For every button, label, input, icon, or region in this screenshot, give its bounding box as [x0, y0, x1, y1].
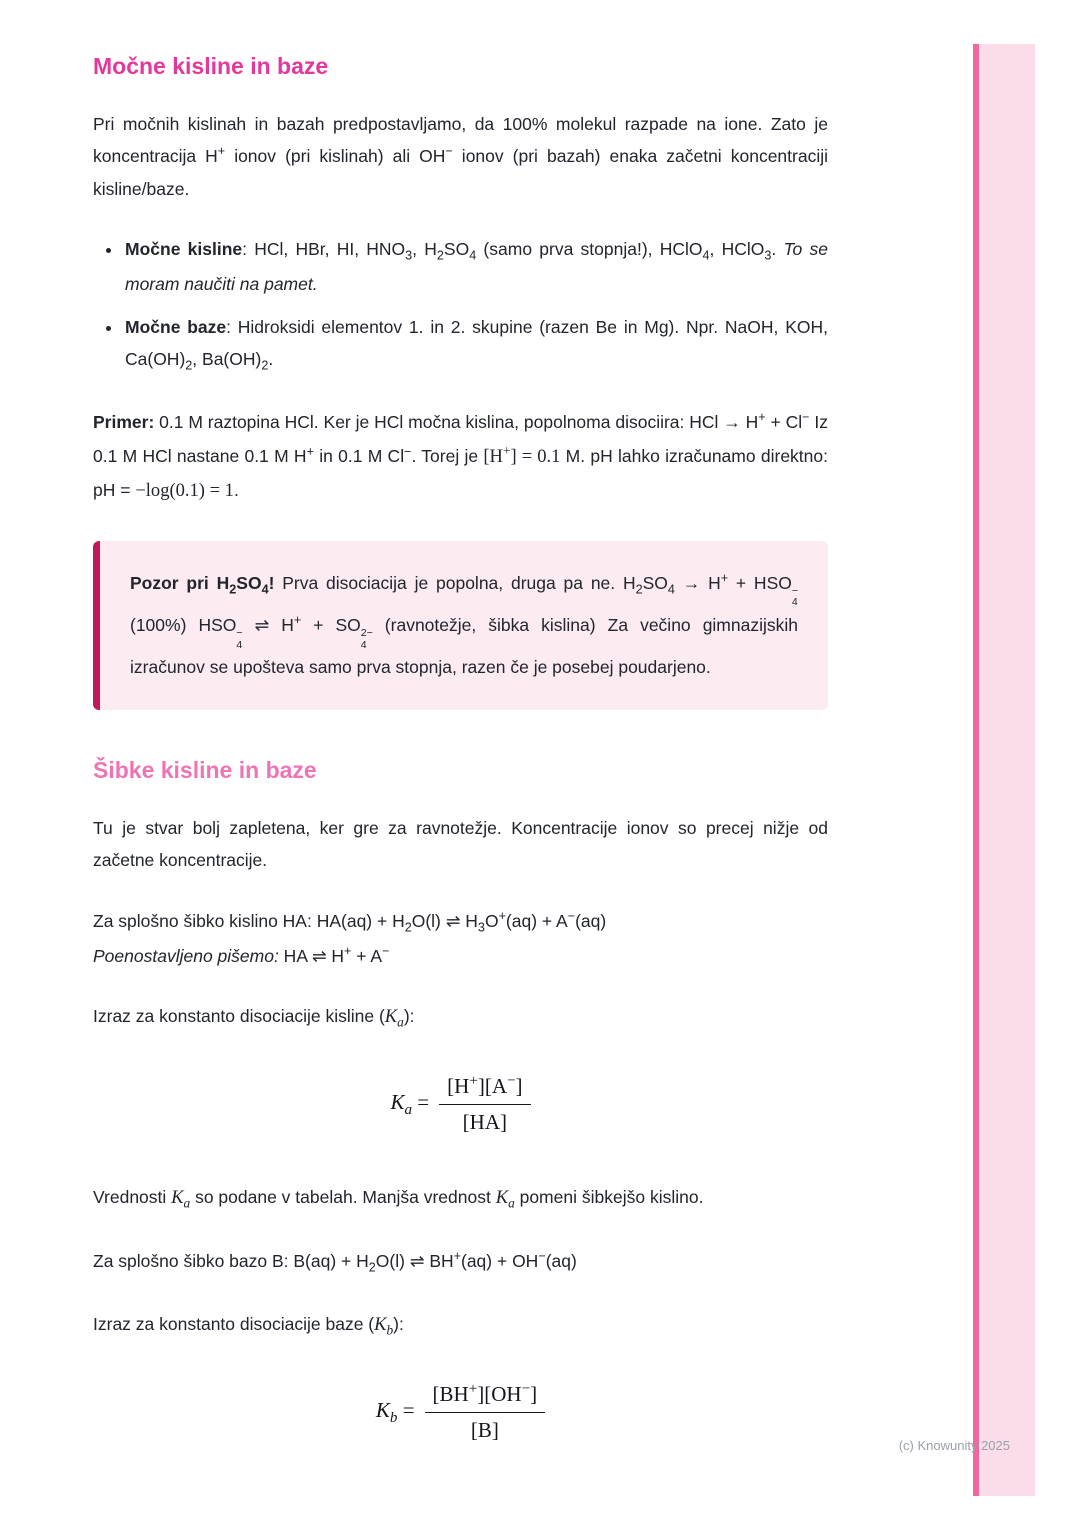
- kb-fraction: [425, 1381, 546, 1443]
- list-item-strong-acids: • Močne kisline: HCl, HBr, HI, $HNO_3$, $H_2SO_4$ (samo prva stopnja!), HClO$_4$, HClO$_3$. To se moram naučiti na pamet.: [123, 233, 828, 300]
- ka-values-paragraph: Vrednosti $K_a$ so podane v tabelah. Manjša vrednost $K_a$ pomeni šibkejšo kislino.: [93, 1187, 704, 1212]
- warning-callout: [93, 541, 828, 710]
- ka-denominator: [HA]: [462, 1110, 507, 1135]
- kb-expression-intro: Izraz za konstanto disociacije baze $(K_b)$:: [93, 1313, 404, 1338]
- weak-intro-paragraph: Tu je stvar bolj zapletena, ker gre za ravnotežje. Koncentracije ionov so precej nižje od začetne koncentracije.: [93, 817, 828, 871]
- decorative-stripe: [973, 44, 1035, 1496]
- weak-acid-equation-paragraph: Za splošno šibko kislino HA: $HA(aq) + H_2O(l)$ ⇌ $H_3O^+(aq) + A^-(aq)$ Poenostavljeno pišemo: HA ⇌ H+ + A−: [93, 908, 607, 966]
- strong-acids-bases-list: [93, 233, 828, 378]
- ka-expression-intro: Izraz za konstanto disociacije kisline $(K_a)$:: [93, 1005, 415, 1030]
- warning-callout-text: Pozor pri $H_2SO_4$! Prva disociacija je popolna, druga pa ne. $H_2SO_4 \to H^+$ + HSO − 4 (100%) HSO − 4 ⇌ H+ + SO 2− 4 (ravnotežje, šibka kislina) Za večino gimnazijskih izračunov se upošteva samo prva stopnja, razen če je posebej poudarjeno.: [130, 570, 799, 678]
- ka-formula: [93, 1073, 828, 1135]
- copyright-footer: (c) Knowunity 2025: [898, 1438, 1010, 1453]
- intro-paragraph: Pri močnih kislinah in bazah predpostavljamo, da 100% molekul razpade na ione. Zato je koncentracija H+ ionov (pri kislinah) ali OH− ionov (pri bazah) enaka začetni koncentraciji kisline/baze.: [93, 113, 828, 199]
- weak-base-equation-paragraph: Za splošno šibko bazo B: $B(aq) + H_2O(l)$ ⇌ BH+(aq) + OH−(aq): [93, 1249, 577, 1275]
- ka-formula-lhs: $K_a$ =: [390, 1089, 430, 1119]
- section-heading-weak-acids-bases: Šibke kisline in baze: [93, 756, 317, 783]
- kb-numerator: [BH+][OH−]: [425, 1381, 546, 1413]
- section-heading-strong-acids-bases: Močne kisline in baze: [93, 53, 329, 79]
- list-item-strong-bases: • Močne baze: Hidroksidi elementov 1. in 2. skupine (razen Be in Mg). Npr. NaOH, KOH, $Ca(OH)_2$, $Ba(OH)_2$.: [123, 311, 828, 378]
- ka-numerator: [H+][A−]: [439, 1073, 530, 1105]
- kb-formula: [93, 1381, 828, 1443]
- ka-fraction: [439, 1073, 530, 1135]
- kb-denominator: [B]: [470, 1418, 499, 1443]
- example-paragraph: Primer: 0.1 M raztopina HCl. Ker je HCl močna kislina, popolnoma disociira: HCl → H+ + Cl− Iz 0.1 M HCl nastane 0.1 M H+ in 0.1 M Cl−. Torej je [H+] = 0.1 M. pH lahko izračunamo direktno: pH = −log(0.1) = 1.: [93, 410, 828, 502]
- kb-formula-lhs: $K_b$ =: [375, 1397, 415, 1426]
- document-content: [93, 52, 828, 1489]
